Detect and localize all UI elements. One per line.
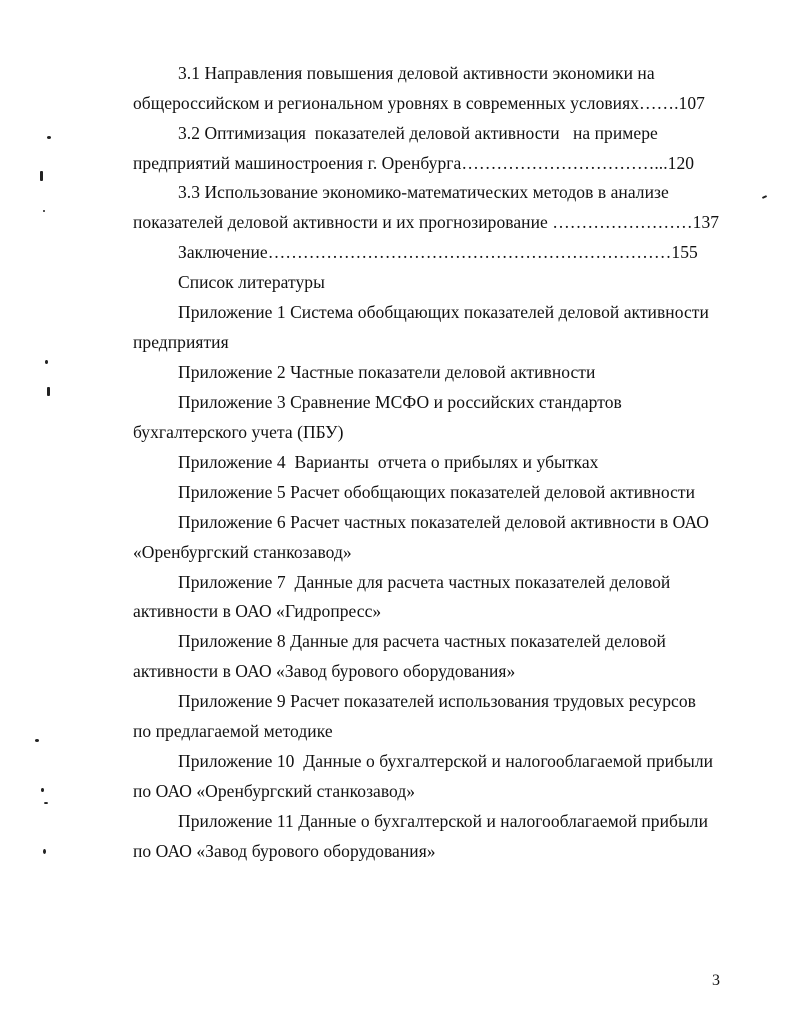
scan-speck <box>43 210 45 212</box>
toc-entry-appendix-10-cont: по ОАО «Оренбургский станкозавод» <box>133 781 416 801</box>
toc-entry-appendix-3: Приложение 3 Сравнение МСФО и российских стандартов <box>178 392 622 412</box>
toc-entry-appendix-6-cont: «Оренбургский станкозавод» <box>133 542 352 562</box>
scan-speck <box>41 788 44 792</box>
page-number: 3 <box>712 972 720 989</box>
toc-entry-appendix-2: Приложение 2 Частные показатели деловой активности <box>178 362 596 382</box>
toc-entry-appendix-7: Приложение 7 Данные для расчета частных показателей деловой <box>178 572 671 592</box>
toc-entry-3-1: 3.1 Направления повышения деловой активности экономики на <box>178 63 655 83</box>
toc-entry-3-3-cont: показателей деловой активности и их прогнозирование ……………………137 <box>133 212 720 232</box>
scan-speck <box>45 360 48 364</box>
toc-entry-appendix-1: Приложение 1 Система обобщающих показателей деловой активности <box>178 302 709 322</box>
scan-speck <box>44 802 48 804</box>
scan-speck <box>35 739 39 742</box>
toc-entry-3-2: 3.2 Оптимизация показателей деловой активности на примере <box>178 123 658 143</box>
toc-entry-references: Список литературы <box>178 272 325 292</box>
toc-entry-3-3: 3.3 Использование экономико-математических методов в анализе <box>178 182 669 202</box>
scan-speck <box>762 195 767 199</box>
toc-entry-appendix-10: Приложение 10 Данные о бухгалтерской и налогооблагаемой прибыли <box>178 751 714 771</box>
toc-entry-appendix-11-cont: по ОАО «Завод бурового оборудования» <box>133 841 436 861</box>
toc-entry-appendix-3-cont: бухгалтерского учета (ПБУ) <box>133 422 344 442</box>
scan-speck <box>43 849 46 854</box>
toc-entry-3-1-cont: общероссийском и региональном уровнях в современных условиях…….107 <box>133 93 705 113</box>
toc-entry-appendix-5: Приложение 5 Расчет обобщающих показателей деловой активности <box>178 482 696 502</box>
scan-speck <box>47 387 50 396</box>
toc-entry-appendix-4: Приложение 4 Варианты отчета о прибылях и убытках <box>178 452 599 472</box>
scan-speck <box>40 171 43 181</box>
toc-entry-appendix-6: Приложение 6 Расчет частных показателей деловой активности в ОАО <box>178 512 709 532</box>
toc-entry-appendix-8: Приложение 8 Данные для расчета частных показателей деловой <box>178 631 666 651</box>
toc-entry-appendix-1-cont: предприятия <box>133 332 229 352</box>
toc-entry-appendix-9-cont: по предлагаемой методике <box>133 721 333 741</box>
toc-entry-appendix-8-cont: активности в ОАО «Завод бурового оборудования» <box>133 661 516 681</box>
scan-speck <box>47 136 51 139</box>
toc-entry-appendix-7-cont: активности в ОАО «Гидропресс» <box>133 601 382 621</box>
toc-entry-appendix-9: Приложение 9 Расчет показателей использования трудовых ресурсов <box>178 691 696 711</box>
toc-entry-3-2-cont: предприятий машиностроения г. Оренбурга……………………………...120 <box>133 153 695 173</box>
toc-entry-conclusion: Заключение……………………………………………………………155 <box>178 242 698 262</box>
toc-entry-appendix-11: Приложение 11 Данные о бухгалтерской и налогооблагаемой прибыли <box>178 811 708 831</box>
